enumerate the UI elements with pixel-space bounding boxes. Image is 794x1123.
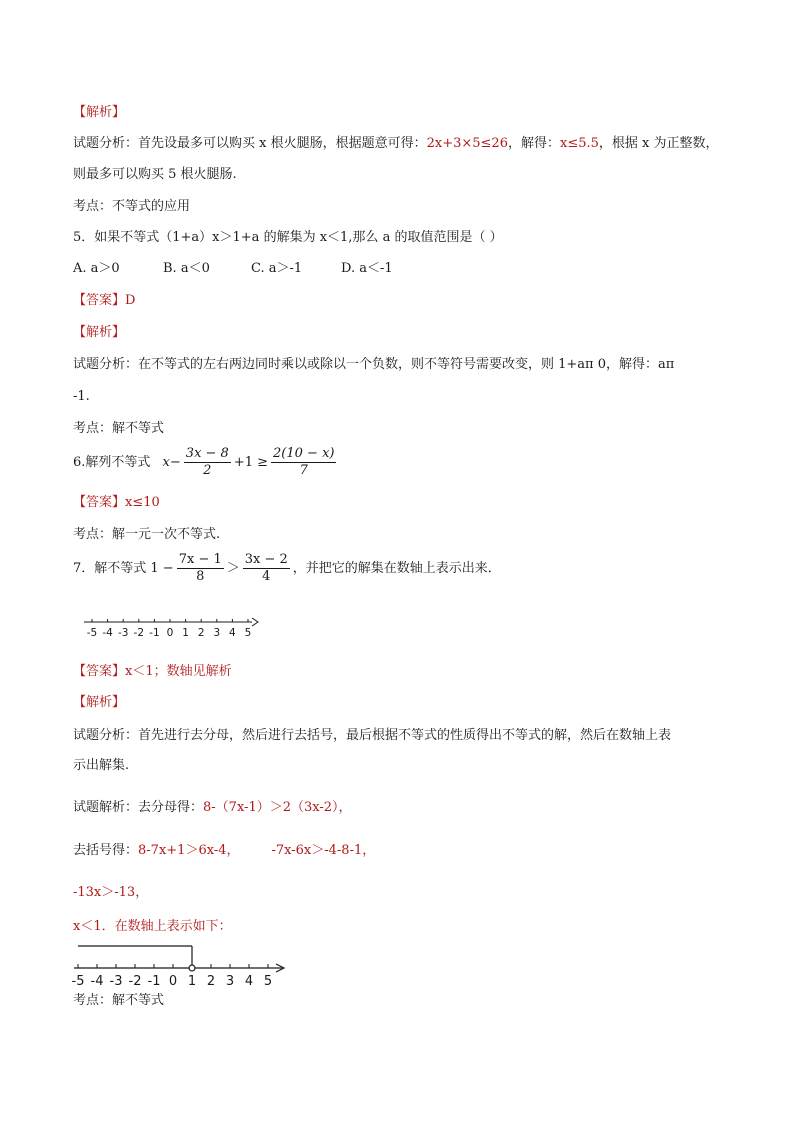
axis-tick-label: -1 — [147, 974, 161, 989]
step-2 — [73, 842, 375, 860]
solution-text: x≤5.5 — [560, 136, 599, 151]
axis-tick-label: 3 — [225, 974, 235, 989]
axis-tick-label: 4 — [229, 627, 236, 639]
open-circle-point — [189, 965, 195, 971]
fraction-denominator: 2 — [203, 463, 212, 478]
axis-tick-label: -5 — [86, 627, 98, 639]
analysis-line-2: 示出解集. — [73, 758, 130, 773]
number-line-blank — [80, 612, 260, 642]
axis-tick-label: -1 — [149, 627, 160, 639]
answer-value: x≤10 — [125, 495, 160, 510]
answer-line — [73, 494, 160, 512]
step-label: 试题解析：去分母得： — [73, 800, 204, 815]
inequality-text: 2x+3×5≤26 — [426, 136, 508, 151]
axis-tick-label: -4 — [90, 974, 104, 989]
answer-value: x＜1；数轴见解析 — [125, 664, 232, 679]
step-label: 去括号得： — [73, 843, 139, 858]
fraction-denominator: 8 — [196, 569, 205, 584]
analysis-line: 试题分析：首先进行去分母，然后进行去括号，最后根据不等式的性质得出不等式的解，然后在数轴上表 — [73, 728, 672, 743]
analysis-label: 【解析】 — [73, 105, 126, 120]
step-value: x＜1．在数轴上表示如下： — [73, 919, 232, 934]
analysis-text: 试题分析：首先设最多可以购买 x 根火腿肠，根据题意可得： — [73, 136, 427, 151]
axis-tick-label: 5 — [263, 974, 273, 989]
axis-tick-label: 1 — [182, 627, 189, 639]
question-prefix: 7．解不等式 1 − — [73, 561, 174, 576]
analysis-label: 【解析】 — [73, 695, 126, 710]
fraction-numerator: 7x − 1 — [178, 552, 222, 567]
axis-tick-label: 4 — [244, 974, 254, 989]
axis-tick-label: -5 — [71, 974, 85, 989]
question-6 — [73, 446, 339, 480]
question-7 — [73, 552, 501, 586]
step-value: 8-（7x-1）＞2（3x-2）， — [203, 800, 352, 815]
axis-tick-label: 1 — [187, 974, 197, 989]
axis-tick-label: 3 — [213, 627, 221, 639]
fraction — [177, 552, 224, 585]
axis-arrow-icon — [252, 618, 258, 626]
kaodian-line: 考点：解不等式 — [73, 421, 165, 436]
math-operator: − — [169, 455, 181, 470]
step-1 — [73, 799, 352, 817]
question-5: 5．如果不等式（1+a）x＞1+a 的解集为 x＜1,那么 a 的取值范围是（ ） — [73, 230, 503, 245]
analysis-label: 【解析】 — [73, 325, 126, 340]
question-prefix: 6.解列不等式 — [73, 455, 151, 470]
fraction-numerator: 3x − 8 — [185, 446, 229, 461]
axis-tick-label: -2 — [128, 974, 142, 989]
axis-tick-label: 0 — [168, 974, 178, 989]
fraction — [243, 552, 290, 585]
analysis-line-2: -1. — [73, 389, 90, 404]
analysis-text: ，根据 x 为正整数， — [598, 136, 719, 151]
math-operator: ＞ — [226, 561, 240, 576]
axis-tick-label: -3 — [117, 627, 129, 639]
option-d: D. a＜-1 — [341, 261, 393, 276]
fraction — [271, 446, 336, 479]
answer-line — [73, 663, 232, 681]
math-operator: +1 ≥ — [233, 455, 269, 470]
option-a: A. a＞0 — [73, 261, 120, 276]
analysis-line: 试题分析：在不等式的左右两边同时乘以或除以一个负数，则不等符号需要改变，则 1+aπ 0，解得：aπ — [73, 357, 675, 372]
axis-tick-label: 5 — [244, 627, 252, 639]
kaodian-line: 考点：解不等式 — [73, 993, 165, 1008]
option-b: B. a＜0 — [163, 261, 210, 276]
step-4 — [73, 918, 232, 936]
step-value: 8-7x+1＞6x-4， — [138, 843, 240, 858]
step-3: -13x＞-13， — [73, 885, 149, 900]
fraction-numerator: 3x − 2 — [244, 552, 288, 567]
axis-tick-label: -3 — [109, 974, 123, 989]
axis-tick-label: 2 — [197, 627, 205, 639]
math-variable: x — [162, 455, 170, 470]
axis-tick-label: -4 — [102, 627, 113, 639]
number-line-solution — [70, 938, 300, 990]
fraction-denominator: 7 — [299, 463, 308, 478]
axis-tick-label: 0 — [166, 627, 174, 639]
analysis-line — [73, 135, 719, 153]
fraction — [184, 446, 231, 479]
axis-tick-label: -2 — [133, 627, 145, 639]
kaodian-line: 考点：不等式的应用 — [73, 199, 191, 214]
analysis-line-2: 则最多可以购买 5 根火腿肠. — [73, 167, 237, 182]
axis-tick-label: 2 — [206, 974, 216, 989]
answer-label: 【答案】 — [73, 495, 126, 510]
step-value: -7x-6x＞-4-8-1， — [271, 843, 376, 858]
analysis-text: ，解得： — [507, 136, 560, 151]
answer-line: 【答案】D — [73, 293, 136, 308]
question-suffix: ，并把它的解集在数轴上表示出来． — [292, 561, 501, 576]
fraction-numerator: 2(10 − x) — [273, 446, 335, 461]
kaodian-line: 考点：解一元一次不等式. — [73, 527, 221, 542]
answer-label: 【答案】 — [73, 664, 126, 679]
option-c: C. a＞-1 — [251, 261, 303, 276]
fraction-denominator: 4 — [262, 569, 271, 584]
